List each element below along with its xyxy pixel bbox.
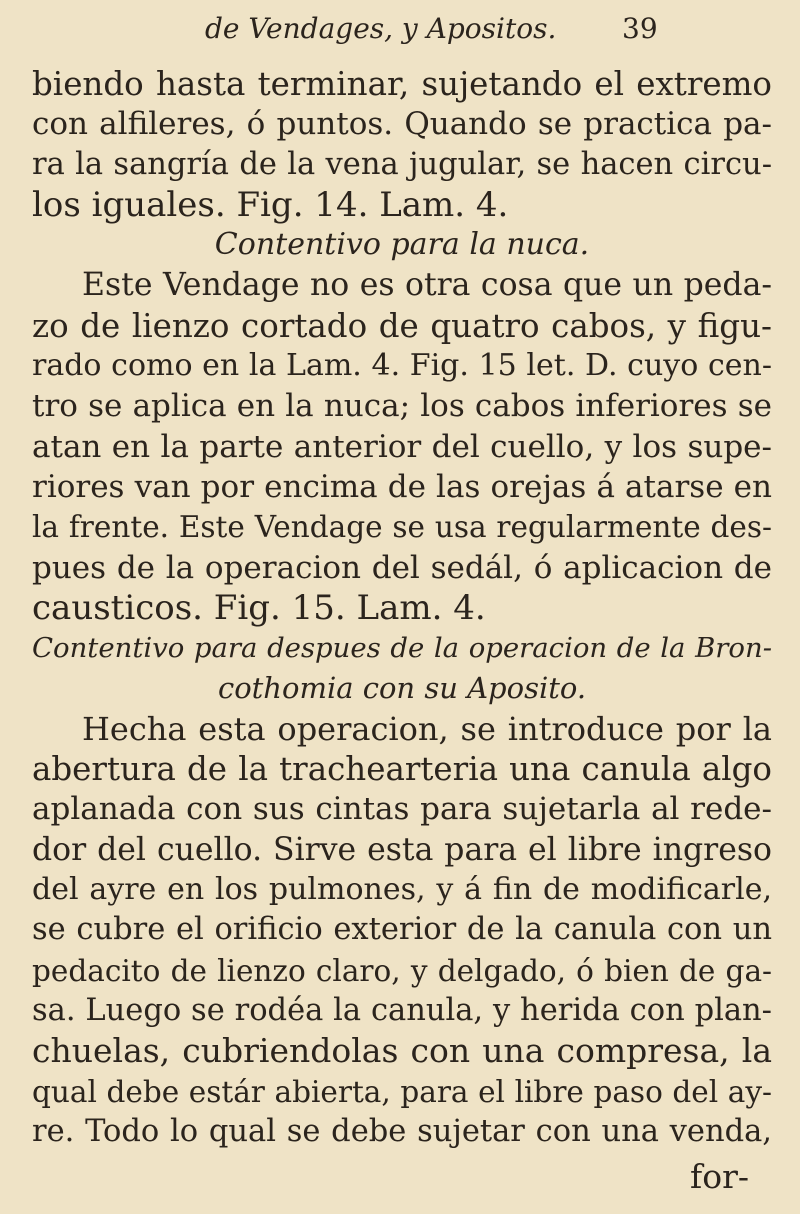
text-line: con alfileres, ó puntos. Quando se practica pa-	[32, 106, 772, 142]
text-line: causticos. Fig. 15. Lam. 4.	[32, 588, 486, 628]
section-heading-continued: cothomia con su Aposito.	[217, 671, 587, 705]
text-line: biendo hasta terminar, sujetando el extremo	[32, 65, 772, 103]
catchword: for-	[690, 1157, 750, 1196]
text-line: dor del cuello. Sirve esta para el libre ingreso	[32, 832, 772, 868]
text-line: sa. Luego se rodéa la canula, y herida con plan-	[32, 993, 772, 1028]
section-heading: Contentivo para despues de la operacion de la Bron-	[32, 632, 772, 664]
section-heading: Contentivo para la nuca.	[214, 227, 590, 262]
text-line: qual debe estár abierta, para el libre paso del ay-	[32, 1075, 772, 1109]
text-line: re. Todo lo qual se debe sujetar con una venda,	[32, 1114, 772, 1149]
text-line: del ayre en los pulmones, y á fin de modificarle,	[32, 872, 772, 907]
text-line: Este Vendage no es otra cosa que un peda-	[82, 267, 772, 303]
text-line: pedacito de lienzo claro, y delgado, ó bien de ga-	[32, 954, 772, 988]
text-line: abertura de la trachearteria una canula algo	[32, 750, 772, 788]
text-line: Hecha esta operacion, se introduce por la	[82, 710, 772, 748]
text-line: pues de la operacion del sedál, ó aplicacion de	[32, 550, 772, 586]
text-line: se cubre el orificio exterior de la canula con un	[32, 912, 772, 947]
text-line: la frente. Este Vendage se usa regularmente des-	[32, 510, 772, 544]
page-number: 39	[622, 12, 658, 45]
text-line: aplanada con sus cintas para sujetarla al rede-	[32, 791, 772, 827]
text-line: los iguales. Fig. 14. Lam. 4.	[32, 185, 509, 225]
text-line: chuelas, cubriendolas con una compresa, la	[32, 1031, 772, 1070]
text-line: riores van por encima de las orejas á atarse en	[32, 469, 772, 505]
text-line: zo de lienzo cortado de quatro cabos, y figu-	[32, 307, 772, 345]
running-title: de Vendages, y Apositos.	[205, 12, 557, 45]
text-line: rado como en la Lam. 4. Fig. 15 let. D. cuyo cen-	[32, 348, 772, 383]
text-line: atan en la parte anterior del cuello, y los supe-	[32, 429, 772, 465]
page-header	[0, 12, 800, 48]
text-line: ra la sangría de la vena jugular, se hacen circu-	[32, 147, 772, 182]
text-line: tro se aplica en la nuca; los cabos inferiores se	[32, 388, 772, 424]
